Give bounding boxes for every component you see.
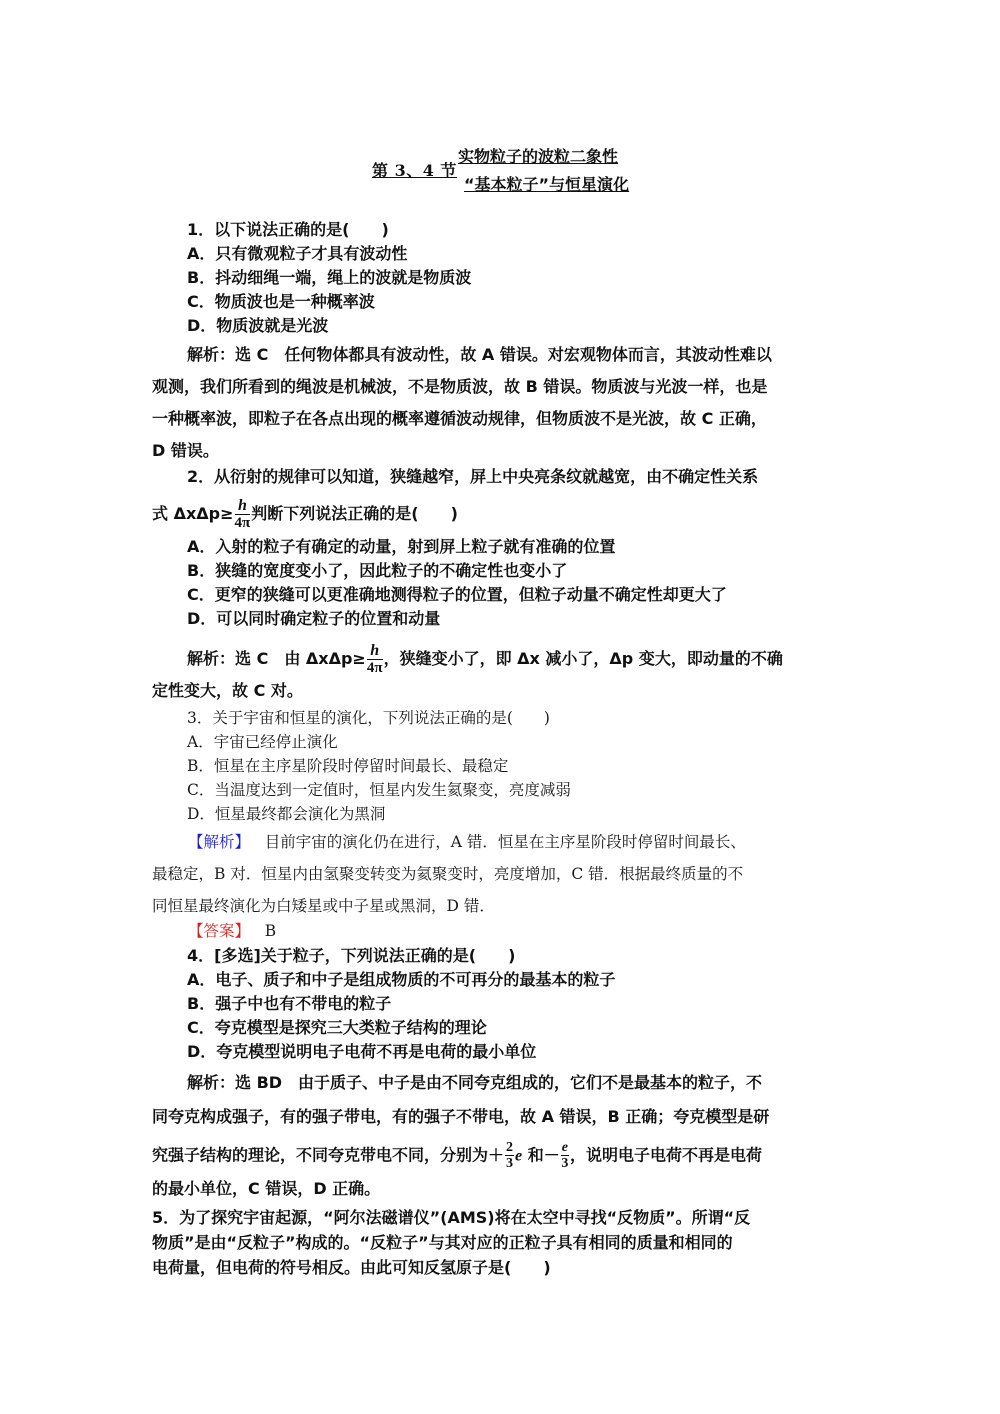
fraction: $\frac{h}{4\pi}$ — [366, 642, 383, 676]
title-line-2: “基本粒子”与恒星演化 — [464, 175, 630, 194]
option-d: D．夸克模型说明电子电荷不再是电荷的最小单位 — [187, 1042, 537, 1061]
analysis-line: 解析：选 C 由 ΔxΔp≥ $\frac{h}{4\pi}$ ，狭缝变小了，即 Δx 减小了，Δp 变大，即动量的不确 — [187, 642, 783, 676]
analysis-line: 解析：选 BD 由于质子、中子是由不同夸克组成的，它们不是最基本的粒子，不 — [187, 1073, 763, 1092]
option-a: A．宇宙已经停止演化 — [187, 733, 338, 751]
analysis-line: 的最小单位，C 错误，D 正确。 — [152, 1179, 381, 1198]
option-d: D．物质波就是光波 — [187, 316, 329, 335]
option-b: B．恒星在主序星阶段时停留时间最长、最稳定 — [187, 757, 509, 775]
analysis-label: 【解析】 — [188, 833, 251, 851]
option-b: B．抖动细绳一端，绳上的波就是物质波 — [187, 268, 472, 287]
analysis-line: 同恒星最终演化为白矮星或中子星或黑洞，D 错． — [152, 897, 495, 915]
fraction: $\frac{2}{3}$ — [506, 1140, 514, 1171]
question-stem: 物质”是由“反粒子”构成的。“反粒子”与其对应的正粒子具有相同的质量和相同的 — [152, 1233, 733, 1252]
analysis-line: 解析：选 C 任何物体都具有波动性，故 A 错误。对宏观物体而言，其波动性难以 — [187, 345, 772, 364]
analysis-line: 一种概率波，即粒子在各点出现的概率遵循波动规律，但物质波不是光波，故 C 正确， — [152, 409, 767, 428]
option-d: D．可以同时确定粒子的位置和动量 — [187, 609, 441, 628]
option-c: C．夸克模型是探究三大类粒子结构的理论 — [187, 1018, 487, 1037]
answer-line — [188, 921, 276, 941]
option-c: C．物质波也是一种概率波 — [187, 292, 375, 311]
answer-label: 【答案】 — [188, 922, 251, 940]
formula-text: 式 ΔxΔp≥ — [152, 504, 234, 523]
analysis-line: 同夸克构成强子，有的强子带电，有的强子不带电，故 A 错误，B 正确；夸克模型是研 — [152, 1107, 770, 1126]
title-line-1: 实物粒子的波粒二象性 — [458, 147, 619, 166]
question-stem: 1．以下说法正确的是( ) — [187, 220, 389, 239]
option-a: A．电子、质子和中子是组成物质的不可再分的最基本的粒子 — [187, 970, 616, 989]
option-a: A．只有微观粒子才具有波动性 — [187, 244, 408, 263]
question-stem: 5．为了探究宇宙起源，“阿尔法磁谱仪”(AMS)将在太空中寻找“反物质”。所谓“反 — [152, 1208, 751, 1227]
question-stem: 电荷量，但电荷的符号相反。由此可知反氢原子是( ) — [152, 1258, 551, 1277]
analysis-line: D 错误。 — [152, 441, 219, 460]
option-d: D．恒星最终都会演化为黑洞 — [187, 805, 386, 823]
fraction: $\frac{h}{4\pi}$ — [234, 497, 251, 531]
question-stem: 2．从衍射的规律可以知道，狭缝越窄，屏上中央亮条纹就越宽，由不确定性关系 — [187, 467, 759, 486]
analysis-line: 观测，我们所看到的绳波是机械波，不是物质波，故 B 错误。物质波与光波一样，也是 — [152, 377, 768, 396]
option-b: B．狭缝的宽度变小了，因此粒子的不确定性也变小了 — [187, 561, 568, 580]
analysis-line: 定性变大，故 C 对。 — [152, 681, 303, 700]
option-c: C．当温度达到一定值时，恒星内发生氦聚变，亮度减弱 — [187, 781, 571, 799]
section-number: 第 3、4 节 — [372, 161, 457, 180]
analysis-line: 究强子结构的理论，不同夸克带电不同，分别为＋ $\frac{2}{3}$ e 和－ $\frac{e}{3}$ ，说明电子电荷不再是电荷 — [152, 1140, 762, 1171]
option-c: C．更窄的狭缝可以更准确地测得粒子的位置，但粒子动量不确定性却更大了 — [187, 585, 727, 604]
option-a: A．入射的粒子有确定的动量，射到屏上粒子就有准确的位置 — [187, 537, 616, 556]
question-stem-formula: 式 ΔxΔp≥ $\frac{h}{4\pi}$ 判断下列说法正确的是( ) — [152, 497, 458, 531]
question-stem: 4．[多选]关于粒子，下列说法正确的是( ) — [187, 946, 516, 965]
answer-value: B — [264, 922, 277, 940]
question-stem: 3．关于宇宙和恒星的演化，下列说法正确的是( ) — [187, 709, 550, 727]
option-b: B．强子中也有不带电的粒子 — [187, 994, 392, 1013]
analysis-line: 最稳定，B 对．恒星内由氢聚变转变为氦聚变时，亮度增加，C 错．根据最终质量的不 — [152, 865, 744, 883]
fraction: $\frac{e}{3}$ — [561, 1140, 569, 1171]
analysis-line: 【解析】 目前宇宙的演化仍在进行，A 错．恒星在主序星阶段时停留时间最长、 — [188, 833, 746, 851]
